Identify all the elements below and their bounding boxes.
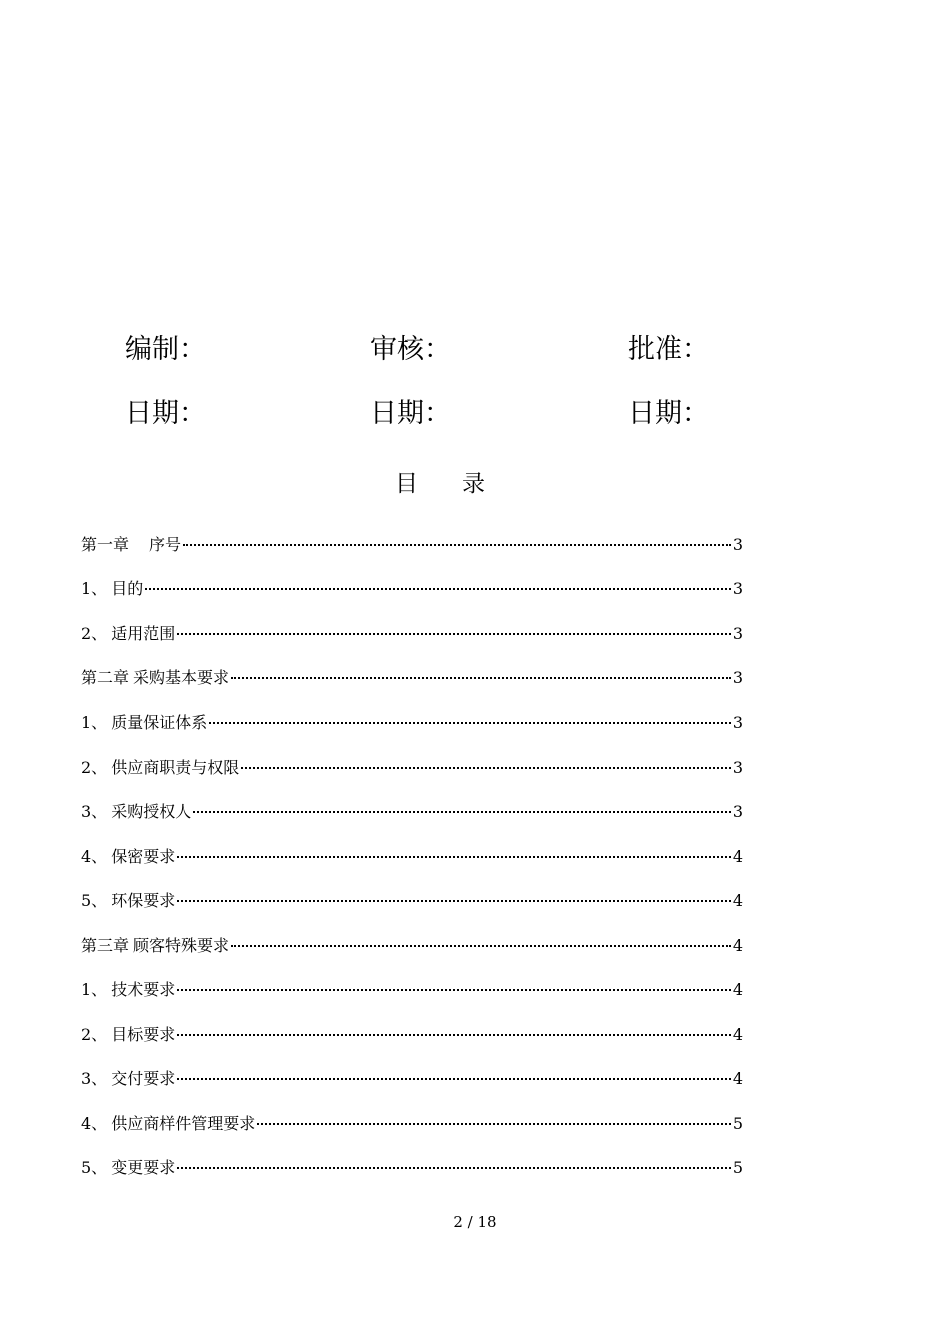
toc-item-number: 2、 bbox=[81, 1025, 108, 1044]
toc-item-label: 供应商样件管理要求 bbox=[111, 1114, 256, 1133]
toc-item-label: 采购授权人 bbox=[111, 802, 192, 821]
toc-item-label: 环保要求 bbox=[111, 891, 176, 910]
toc-item-number: 1、 bbox=[81, 980, 108, 999]
toc-item-number: 5、 bbox=[81, 891, 108, 910]
toc-item-page: 4 bbox=[732, 1069, 743, 1088]
toc-title: 目录 bbox=[395, 471, 529, 497]
toc-item-number: 3、 bbox=[81, 1069, 108, 1088]
toc-item-label: 技术要求 bbox=[111, 980, 176, 999]
toc-item-page: 4 bbox=[732, 936, 743, 955]
toc-leader bbox=[177, 1167, 731, 1169]
toc-item-page: 5 bbox=[732, 1158, 743, 1177]
toc-item-page: 4 bbox=[732, 847, 743, 866]
toc-item-page: 3 bbox=[732, 713, 743, 732]
toc-item[interactable] bbox=[81, 1154, 743, 1182]
toc-item-label: 序号 bbox=[133, 535, 182, 554]
toc-item-label: 供应商职责与权限 bbox=[111, 758, 240, 777]
toc-item[interactable] bbox=[81, 620, 743, 648]
toc-leader bbox=[177, 989, 731, 991]
toc-item[interactable] bbox=[81, 887, 743, 915]
signature-row bbox=[0, 330, 950, 370]
toc-item[interactable] bbox=[81, 932, 743, 960]
toc-leader bbox=[193, 811, 731, 813]
toc-item-label: 目的 bbox=[111, 579, 144, 598]
toc-item[interactable] bbox=[81, 709, 743, 737]
toc-leader bbox=[231, 945, 731, 947]
toc-item-page: 3 bbox=[732, 802, 743, 821]
toc-item[interactable] bbox=[81, 1110, 743, 1138]
toc-item-number: 1、 bbox=[81, 579, 108, 598]
toc-item[interactable] bbox=[81, 531, 743, 559]
toc-item-number: 第二章 bbox=[81, 668, 130, 687]
approve-date-label: 日期： bbox=[628, 398, 709, 429]
toc-leader bbox=[209, 722, 731, 724]
toc-item-label: 质量保证体系 bbox=[111, 713, 208, 732]
toc-item[interactable] bbox=[81, 664, 743, 692]
toc-item[interactable] bbox=[81, 843, 743, 871]
toc-item-label: 保密要求 bbox=[111, 847, 176, 866]
toc-item-number: 第三章 bbox=[81, 936, 130, 955]
toc-item[interactable] bbox=[81, 976, 743, 1004]
toc-leader bbox=[241, 767, 731, 769]
toc-leader bbox=[145, 588, 731, 590]
toc-item-page: 4 bbox=[732, 980, 743, 999]
toc-leader bbox=[231, 677, 731, 679]
compile-date-label: 日期： bbox=[125, 398, 206, 429]
toc-leader bbox=[177, 856, 731, 858]
toc-item-number: 5、 bbox=[81, 1158, 108, 1177]
toc-item-page: 3 bbox=[732, 668, 743, 687]
toc-item-number: 第一章 bbox=[81, 535, 130, 554]
toc-item[interactable] bbox=[81, 798, 743, 826]
toc-item-page: 3 bbox=[732, 535, 743, 554]
toc-item[interactable] bbox=[81, 575, 743, 603]
approve-label: 批准： bbox=[628, 334, 709, 365]
toc-item-page: 3 bbox=[732, 624, 743, 643]
toc-leader bbox=[177, 1034, 731, 1036]
toc-item-label: 变更要求 bbox=[111, 1158, 176, 1177]
toc-leader bbox=[177, 1078, 731, 1080]
toc-item-label: 交付要求 bbox=[111, 1069, 176, 1088]
date-row bbox=[0, 394, 950, 434]
toc-item-label: 顾客特殊要求 bbox=[133, 936, 230, 955]
toc-item-page: 4 bbox=[732, 1025, 743, 1044]
toc-item-page: 5 bbox=[732, 1114, 743, 1133]
toc-item-number: 3、 bbox=[81, 802, 108, 821]
compile-label: 编制： bbox=[125, 334, 206, 365]
toc-item-page: 3 bbox=[732, 758, 743, 777]
toc-item-label: 采购基本要求 bbox=[133, 668, 230, 687]
toc-item-number: 1、 bbox=[81, 713, 108, 732]
toc-leader bbox=[257, 1123, 731, 1125]
toc-item-label: 适用范围 bbox=[111, 624, 176, 643]
toc-leader bbox=[177, 900, 731, 902]
review-date-label: 日期： bbox=[370, 398, 451, 429]
review-label: 审核： bbox=[370, 334, 451, 365]
toc-item-number: 2、 bbox=[81, 758, 108, 777]
toc-leader bbox=[183, 544, 731, 546]
toc-leader bbox=[177, 633, 731, 635]
toc-item-page: 4 bbox=[732, 891, 743, 910]
toc-item-number: 4、 bbox=[81, 1114, 108, 1133]
page-indicator: 2 / 18 bbox=[453, 1213, 497, 1231]
toc-item-number: 2、 bbox=[81, 624, 108, 643]
toc-item-number: 4、 bbox=[81, 847, 108, 866]
toc-item[interactable] bbox=[81, 1065, 743, 1093]
toc-item[interactable] bbox=[81, 1021, 743, 1049]
toc-item-label: 目标要求 bbox=[111, 1025, 176, 1044]
toc-item-page: 3 bbox=[732, 579, 743, 598]
toc-item[interactable] bbox=[81, 754, 743, 782]
